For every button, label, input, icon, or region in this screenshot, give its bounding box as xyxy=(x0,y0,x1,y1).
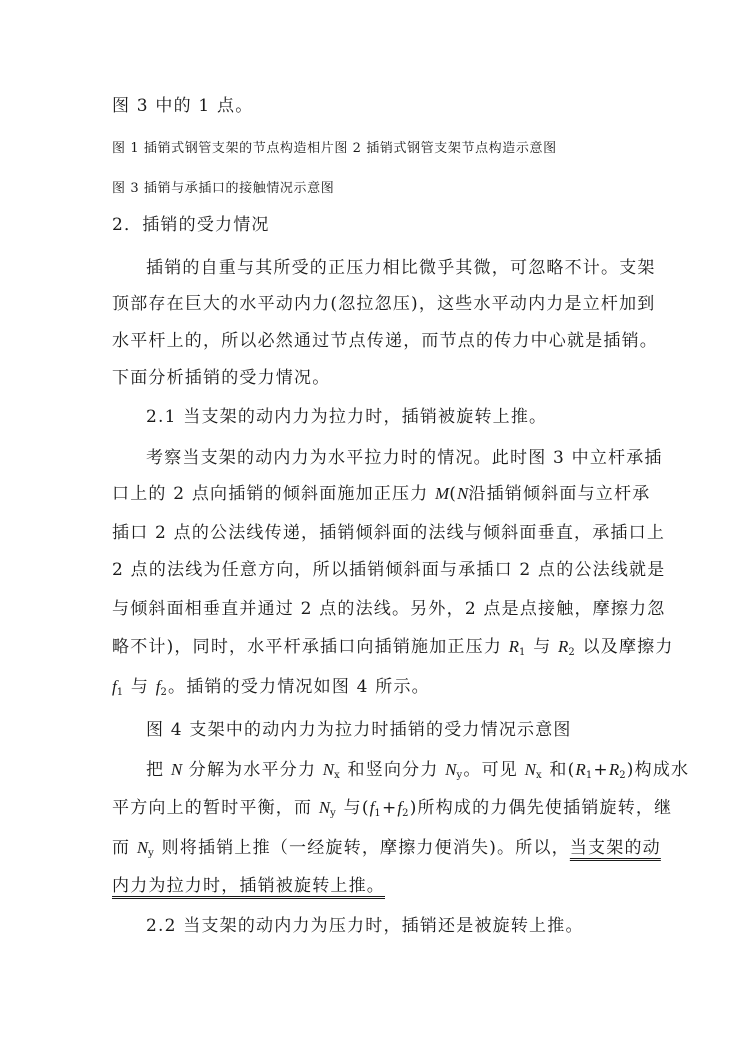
paragraph-line: $f_1$ 与 $f_2$。插销的受力情况如图 4 所示。 xyxy=(112,677,430,698)
underlined-conclusion: 内力为拉力时，插销被旋转上推。 xyxy=(112,876,385,896)
paragraph-line: 顶部存在巨大的水平动内力(忽拉忽压)，这些水平动内力是立杆加到 xyxy=(112,294,656,314)
figure-caption: 图 3 插销与承插口的接触情况示意图 xyxy=(112,181,335,196)
paragraph-line: 插口 2 点的公法线传递，插销倾斜面的法线与倾斜面垂直，承插口上 xyxy=(112,523,666,543)
paragraph-line: 下面分析插销的受力情况。 xyxy=(112,368,331,388)
paragraph-line: 2 点的法线为任意方向，所以插销倾斜面与承插口 2 点的公法线就是 xyxy=(112,560,666,580)
section-heading: 2．插销的受力情况 xyxy=(112,215,270,235)
figure-caption: 图 1 插销式钢管支架的节点构造相片图 2 插销式钢管支架节点构造示意图 xyxy=(112,141,557,156)
paragraph-line: 口上的 2 点向插销的倾斜面施加正压力 M(N沿插销倾斜面与立杆承 xyxy=(112,484,651,504)
figure-caption: 图 4 支架中的动内力为拉力时插销的受力情况示意图 xyxy=(146,720,572,740)
text-line: 图 3 中的 1 点。 xyxy=(112,96,254,116)
paragraph-line: 略不计)，同时，水平杆承插口向插销施加正压力 $R_1$ 与 $R_2$ 以及摩擦力 xyxy=(112,637,674,658)
underlined-conclusion: 当支架的动 xyxy=(569,838,661,858)
paragraph-line: 考察当支架的动内力为水平拉力时的情况。此时图 3 中立杆承插 xyxy=(146,448,663,468)
subsection-heading: 2.1 当支架的动内力为拉力时，插销被旋转上推。 xyxy=(146,407,548,427)
paragraph-line: 水平杆上的，所以必然通过节点传递，而节点的传力中心就是插销。 xyxy=(112,331,658,351)
paragraph-line: 把 N 分解为水平分力 $N_x$ 和竖向分力 $N_y$。可见 $N_x$ 和$(R_1+R_2)$构成水 xyxy=(146,760,690,781)
paragraph-line xyxy=(112,874,385,898)
paragraph-line: 而 $N_y$ 则将插销上推（一经旋转，摩擦力便消失)。所以，当支架的动 xyxy=(112,838,661,859)
paragraph-line: 插销的自重与其所受的正压力相比微乎其微，可忽略不计。支架 xyxy=(146,258,656,278)
subsection-heading: 2.2 当支架的动内力为压力时，插销还是被旋转上推。 xyxy=(146,916,584,936)
paragraph-line: 平方向上的暂时平衡，而 $N_y$ 与$(f_1+f_2)$所构成的力偶先使插销旋转，继 xyxy=(112,798,673,819)
paragraph-line: 与倾斜面相垂直并通过 2 点的法线。另外，2 点是点接触，摩擦力忽 xyxy=(112,599,666,619)
